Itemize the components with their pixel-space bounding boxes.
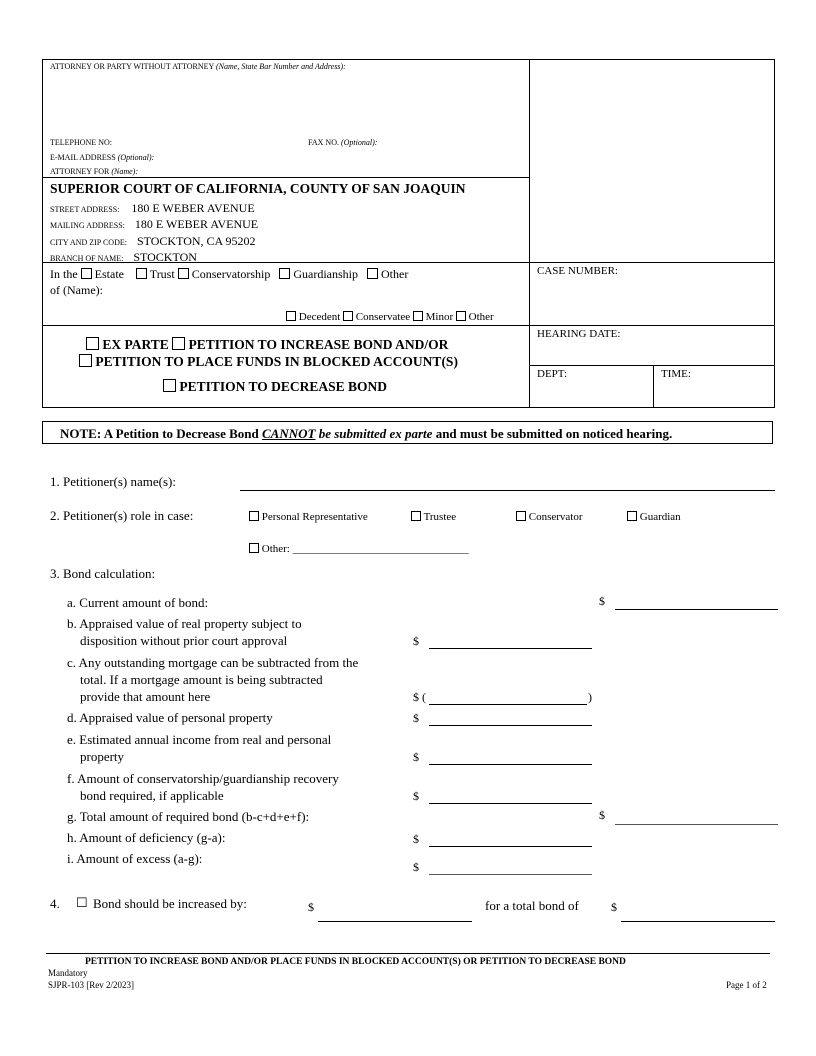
line-d-dollar: $ — [413, 711, 419, 725]
line-f-label2: bond required, if applicable — [80, 788, 224, 803]
telephone-label: TELEPHONE NO: — [50, 138, 112, 147]
line-e-label1: e. Estimated annual income from real and personal — [67, 732, 332, 747]
guardian-checkbox[interactable] — [627, 511, 637, 521]
conservatorship-checkbox[interactable] — [178, 268, 189, 279]
item4-total-label: for a total bond of — [485, 898, 579, 913]
item2-label: 2. Petitioner(s) role in case: — [50, 508, 194, 523]
line-c-field[interactable] — [429, 704, 587, 705]
title-line1: EX PARTE PETITION TO INCREASE BOND AND/OR — [86, 337, 448, 353]
line-c-label1: c. Any outstanding mortgage can be subtracted from the — [67, 655, 359, 670]
trustee-checkbox[interactable] — [411, 511, 421, 521]
line-i-label: i. Amount of excess (a-g): — [67, 851, 203, 866]
role-other: Other: ________________________________ — [249, 543, 469, 555]
line-e-field[interactable] — [429, 764, 592, 765]
line-b-label1: b. Appraised value of real property subject to — [67, 616, 302, 631]
line-c-label2: total. If a mortgage amount is being subtracted — [80, 672, 323, 687]
line-a-dollar: $ — [599, 594, 605, 608]
attorney-bottom-line — [42, 177, 529, 178]
item1-label: 1. Petitioner(s) name(s): — [50, 474, 176, 489]
line-i-dollar: $ — [413, 860, 419, 874]
decedent-checkbox[interactable] — [286, 311, 296, 321]
other-case-checkbox[interactable] — [367, 268, 378, 279]
email-label: E-MAIL ADDRESS (Optional): — [50, 153, 155, 162]
court-name: SUPERIOR COURT OF CALIFORNIA, COUNTY OF SAN JOAQUIN — [50, 181, 466, 196]
footer-page: Page 1 of 2 — [726, 980, 767, 990]
dept-label: DEPT: — [537, 368, 568, 380]
line-c-dollar: $ ( — [413, 690, 426, 704]
guardianship-checkbox[interactable] — [279, 268, 290, 279]
city-zip-value: STOCKTON, CA 95202 — [136, 234, 256, 248]
petitioner-name-field[interactable] — [240, 490, 775, 491]
personal-rep-checkbox[interactable] — [249, 511, 259, 521]
footer-mandatory: Mandatory — [48, 968, 88, 978]
time-label: TIME: — [661, 368, 691, 380]
case-bottom-line — [42, 325, 775, 326]
role-personal-rep: Personal Representative — [249, 511, 368, 523]
role-row: Decedent Conservatee Minor Other — [286, 311, 494, 323]
street-address-value: 180 E WEBER AVENUE — [131, 201, 255, 215]
line-c-label3: provide that amount here — [80, 689, 211, 704]
title-line3: PETITION TO DECREASE BOND — [163, 379, 387, 395]
line-i-field[interactable] — [429, 874, 592, 875]
minor-checkbox[interactable] — [413, 311, 423, 321]
item3-label: 3. Bond calculation: — [50, 566, 156, 581]
line-h-field[interactable] — [429, 846, 592, 847]
line-d-label: d. Appraised value of personal property — [67, 710, 273, 725]
mailing-address-row: MAILING ADDRESS: 180 E WEBER AVENUE — [50, 217, 259, 231]
line-b-field[interactable] — [429, 648, 592, 649]
blocked-account-checkbox[interactable] — [79, 354, 92, 367]
line-e-dollar: $ — [413, 750, 419, 764]
total-bond-field[interactable] — [621, 921, 775, 922]
title-line2: PETITION TO PLACE FUNDS IN BLOCKED ACCOUNT(S) — [79, 354, 458, 370]
street-address-row: STREET ADDRESS: 180 E WEBER AVENUE — [50, 201, 255, 215]
item4-label: Bond should be increased by: — [93, 896, 247, 911]
line-f-field[interactable] — [429, 803, 592, 804]
attorney-header: ATTORNEY OR PARTY WITHOUT ATTORNEY (Name, State Bar Number and Address): — [50, 62, 346, 71]
line-f-label1: f. Amount of conservatorship/guardianship recovery — [67, 771, 339, 786]
increase-bond-checkbox[interactable] — [172, 337, 185, 350]
line-g-label: g. Total amount of required bond (b-c+d+e+f): — [67, 809, 310, 824]
role-trustee: Trustee — [411, 511, 456, 523]
conservatee-checkbox[interactable] — [343, 311, 353, 321]
dept-time-divider — [653, 365, 654, 408]
role-conservator: Conservator — [516, 511, 583, 523]
line-a-field[interactable] — [615, 609, 778, 610]
estate-checkbox[interactable] — [81, 268, 92, 279]
case-number-label: CASE NUMBER: — [537, 265, 618, 277]
fax-label: FAX NO. (Optional): — [308, 138, 378, 147]
item4-dollar1: $ — [308, 900, 314, 914]
line-b-dollar: $ — [413, 634, 419, 648]
line-b-label2: disposition without prior court approval — [80, 633, 288, 648]
city-zip-row: CITY AND ZIP CODE: STOCKTON, CA 95202 — [50, 234, 256, 248]
case-type-row: In the Estate Trust Conservatorship Guardianship Other — [50, 267, 409, 281]
trust-checkbox[interactable] — [136, 268, 147, 279]
line-h-label: h. Amount of deficiency (g-a): — [67, 830, 226, 845]
role-guardian: Guardian — [627, 511, 681, 523]
branch-value: STOCKTON — [133, 250, 197, 264]
line-c-close-paren: ) — [588, 690, 592, 704]
ex-parte-checkbox[interactable] — [86, 337, 99, 350]
increase-amount-field[interactable] — [318, 921, 472, 922]
branch-row: BRANCH OF NAME: STOCKTON — [50, 250, 197, 264]
decrease-bond-checkbox[interactable] — [163, 379, 176, 392]
bond-increase-checkbox[interactable]: ☐ — [76, 895, 88, 910]
hearing-date-label: HEARING DATE: — [537, 328, 621, 340]
line-e-label2: property — [80, 749, 125, 764]
item4-dollar2: $ — [611, 900, 617, 914]
footer-rule — [46, 953, 770, 954]
hearing-bottom-line — [529, 365, 775, 366]
line-a-label: a. Current amount of bond: — [67, 595, 209, 610]
footer-title: PETITION TO INCREASE BOND AND/OR PLACE FUNDS IN BLOCKED ACCOUNT(S) OR PETITION TO DECREASE BOND — [85, 957, 626, 967]
attorney-for-label: ATTORNEY FOR (Name): — [50, 167, 138, 176]
item4-number: 4. — [50, 896, 60, 911]
of-name-label: of (Name): — [50, 283, 103, 297]
other-role-checkbox[interactable] — [456, 311, 466, 321]
line-d-field[interactable] — [429, 725, 592, 726]
caption-divider — [529, 59, 530, 408]
mailing-address-value: 180 E WEBER AVENUE — [134, 217, 259, 231]
line-h-dollar: $ — [413, 832, 419, 846]
footer-form-id: SJPR-103 [Rev 2/2023] — [48, 980, 135, 990]
conservator-checkbox[interactable] — [516, 511, 526, 521]
line-f-dollar: $ — [413, 789, 419, 803]
line-g-dollar: $ — [599, 808, 605, 822]
line-g-field[interactable] — [615, 824, 778, 825]
other-role2-checkbox[interactable] — [249, 543, 259, 553]
note-text: NOTE: A Petition to Decrease Bond CANNOT be submitted ex parte and must be submitted on noticed hearing. — [60, 426, 673, 441]
